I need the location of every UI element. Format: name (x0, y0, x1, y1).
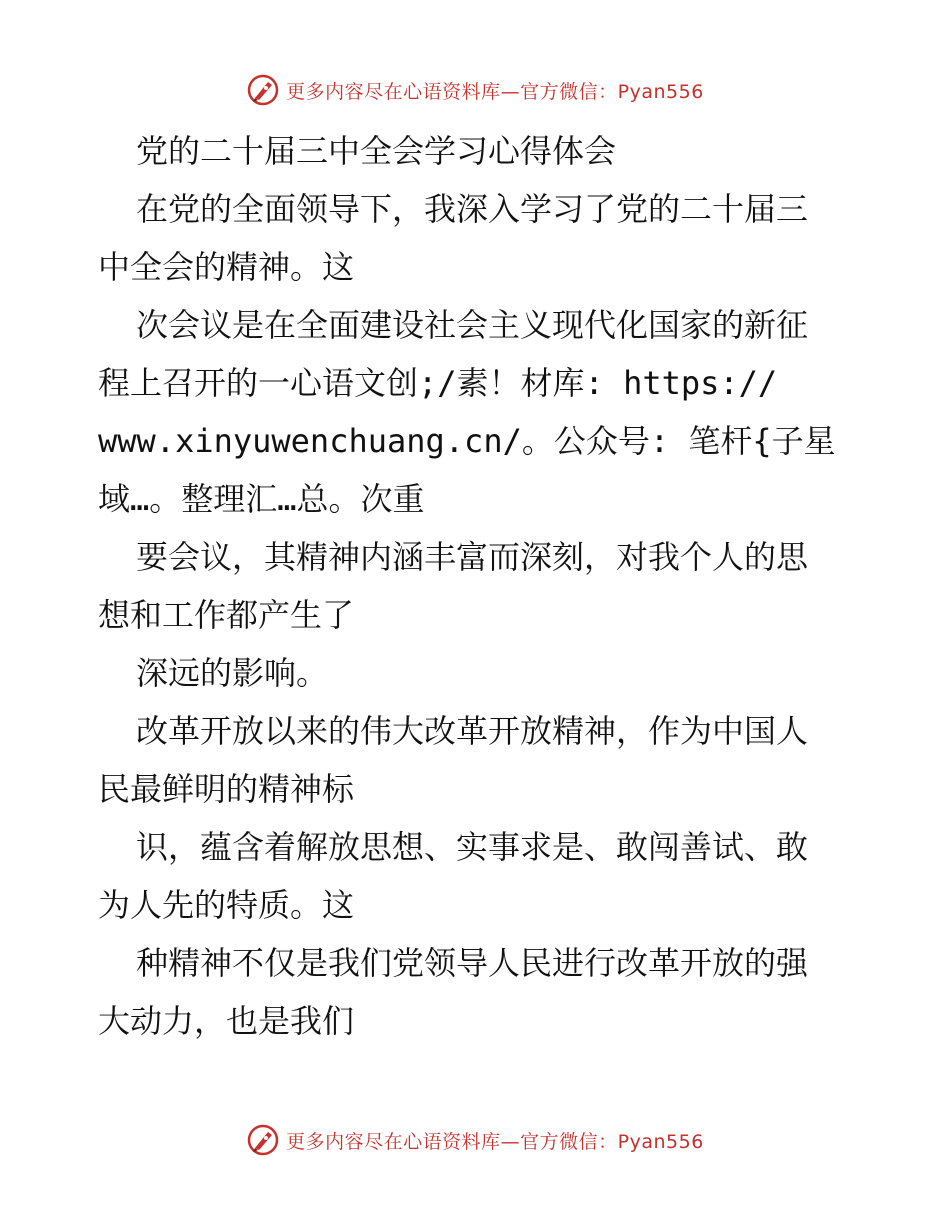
pen-quill-logo-icon (246, 1123, 280, 1157)
paragraph-line: 程上召开的一心语文创;/素！材库: https:// (98, 364, 778, 402)
paragraph-line: 次会议是在全面建设社会主义现代化国家的新征 (136, 306, 809, 344)
paragraph-line: 域…。整理汇…总。次重 (98, 480, 425, 518)
paragraph-line: 想和工作都产生了 (98, 596, 355, 634)
header-banner-text: 更多内容尽在心语资料库—官方微信：Pyan556 (286, 80, 704, 103)
paragraph-line: 为人先的特质。这 (98, 886, 355, 924)
document-body (98, 122, 858, 1050)
paragraph-line: 民最鲜明的精神标 (98, 770, 355, 808)
paragraph-line: 大动力，也是我们 (98, 1002, 355, 1040)
footer-banner (0, 1120, 950, 1160)
paragraph-line: 深远的影响。 (136, 654, 329, 692)
paragraph-line: www.xinyuwenchuang.cn/。公众号: 笔杆{子星 (98, 422, 836, 460)
header-banner (0, 70, 950, 110)
paragraph-line: 要会议，其精神内涵丰富而深刻，对我个人的思 (136, 538, 809, 576)
paragraph-line: 种精神不仅是我们党领导人民进行改革开放的强 (136, 944, 809, 982)
paragraph-line: 中全会的精神。这 (98, 248, 355, 286)
document-title: 党的二十届三中全会学习心得体会 (136, 132, 617, 170)
pen-quill-logo-icon (246, 73, 280, 107)
paragraph-line: 改革开放以来的伟大改革开放精神，作为中国人 (136, 712, 809, 750)
paragraph-line: 在党的全面领导下，我深入学习了党的二十届三 (136, 190, 809, 228)
footer-banner-text: 更多内容尽在心语资料库—官方微信：Pyan556 (286, 1130, 704, 1153)
paragraph-line: 识，蕴含着解放思想、实事求是、敢闯善试、敢 (136, 828, 809, 866)
